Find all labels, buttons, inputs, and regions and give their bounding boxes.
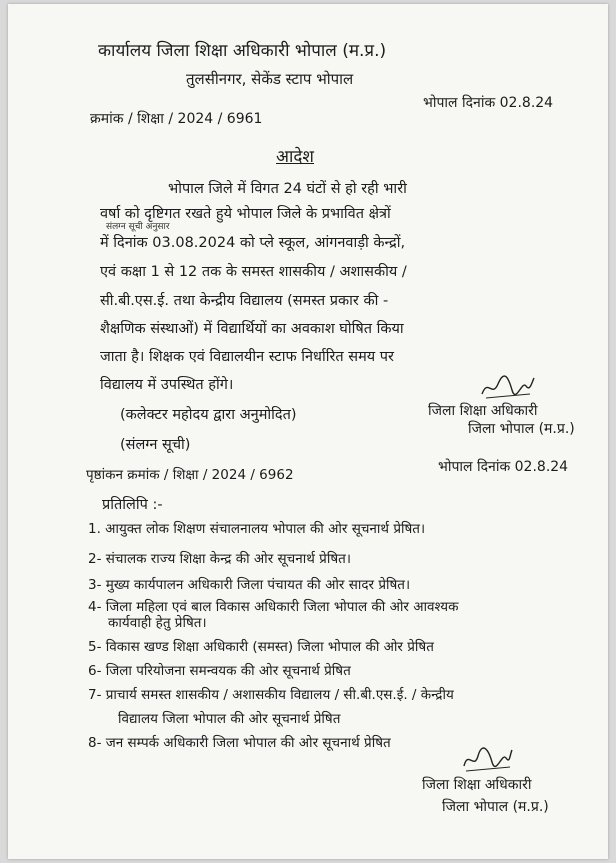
copy-item: 1. आयुक्त लोक शिक्षण संचालनालय भोपाल की ओर सूचनार्थ प्रेषित। <box>88 521 426 537</box>
signatory-office: जिला भोपाल (म.प्र.) <box>468 421 575 437</box>
endorsement-number: पृष्ठांकन क्रमांक / शिक्षा / 2024 / 6962 <box>86 467 294 483</box>
attachment-note: (संलग्न सूची) <box>120 437 191 453</box>
approval-note: (कलेक्टर महोदय द्वारा अनुमोदित) <box>120 407 297 423</box>
office-address: तुलसीनगर, सेकेंड स्टाप भोपाल <box>186 70 354 88</box>
letter-page <box>8 4 608 859</box>
copy-item: कार्यवाही हेतु प्रेषित। <box>108 615 207 631</box>
copy-item: 7- प्राचार्य समस्त शासकीय / अशासकीय विद्यालय / सी.बी.एस.ई. / केन्द्रीय <box>88 687 454 703</box>
order-body-line: सी.बी.एस.ई. तथा केन्द्रीय विद्यालय (समस्त प्रकार की - <box>100 293 389 309</box>
order-body-line: भोपाल जिले में विगत 24 घंटों से हो रही भारी <box>168 181 407 197</box>
signature-mark <box>460 746 516 776</box>
signatory-office: जिला भोपाल (म.प्र.) <box>442 799 549 815</box>
copy-item: 6- जिला परियोजना समन्वयक की ओर सूचनार्थ प्रेषित <box>88 663 351 679</box>
signatory-title: जिला शिक्षा अधिकारी <box>422 777 532 793</box>
signatory-title: जिला शिक्षा अधिकारी <box>428 403 538 419</box>
order-title: आदेश <box>276 147 314 167</box>
order-body-line: एवं कक्षा 1 से 12 तक के समस्त शासकीय / अशासकीय / <box>100 264 407 280</box>
copy-item: 5- विकास खण्ड शिक्षा अधिकारी (समस्त) जिला भोपाल की ओर प्रेषित <box>88 639 434 655</box>
order-number: क्रमांक / शिक्षा / 2024 / 6961 <box>90 111 263 127</box>
copy-item: 2- संचालक राज्य शिक्षा केन्द्र की ओर सूचनार्थ प्रेषित। <box>88 551 351 567</box>
office-heading: कार्यालय जिला शिक्षा अधिकारी भोपाल (म.प्र.) <box>98 41 387 61</box>
copy-item: 3- मुख्य कार्यपालन अधिकारी जिला पंचायत की ओर सादर प्रेषित। <box>88 577 411 593</box>
signature-mark <box>478 372 538 402</box>
copy-item: 8- जन सम्पर्क अधिकारी जिला भोपाल की ओर सूचनार्थ प्रेषित <box>88 735 391 751</box>
insert-note: संलग्न सूची अनुसार <box>106 222 170 232</box>
copy-item: विद्यालय जिला भोपाल की ओर सूचनार्थ प्रेषित <box>118 711 341 727</box>
order-body-line: विद्यालय में उपस्थित होंगे। <box>100 377 234 393</box>
order-body-line: जाता है। शिक्षक एवं विद्यालयीन स्टाफ निर्धारित समय पर <box>100 349 394 365</box>
copy-item: 4- जिला महिला एवं बाल विकास अधिकारी जिला भोपाल की ओर आवश्यक <box>88 599 459 615</box>
copy-heading: प्रतिलिपि :- <box>102 497 163 513</box>
order-body-line: वर्षा को दृष्टिगत रखते हुये भोपाल जिले के प्रभावित क्षेत्रों <box>100 206 391 222</box>
order-body-line: शैक्षणिक संस्थाओं) में विद्यार्थियों का अवकाश घोषित किया <box>100 321 404 337</box>
order-body-line: में दिनांक 03.08.2024 को प्ले स्कूल, आंगनवाड़ी केन्द्रों, <box>100 235 406 251</box>
endorsement-date: भोपाल दिनांक 02.8.24 <box>438 459 569 475</box>
order-date: भोपाल दिनांक 02.8.24 <box>423 95 554 111</box>
